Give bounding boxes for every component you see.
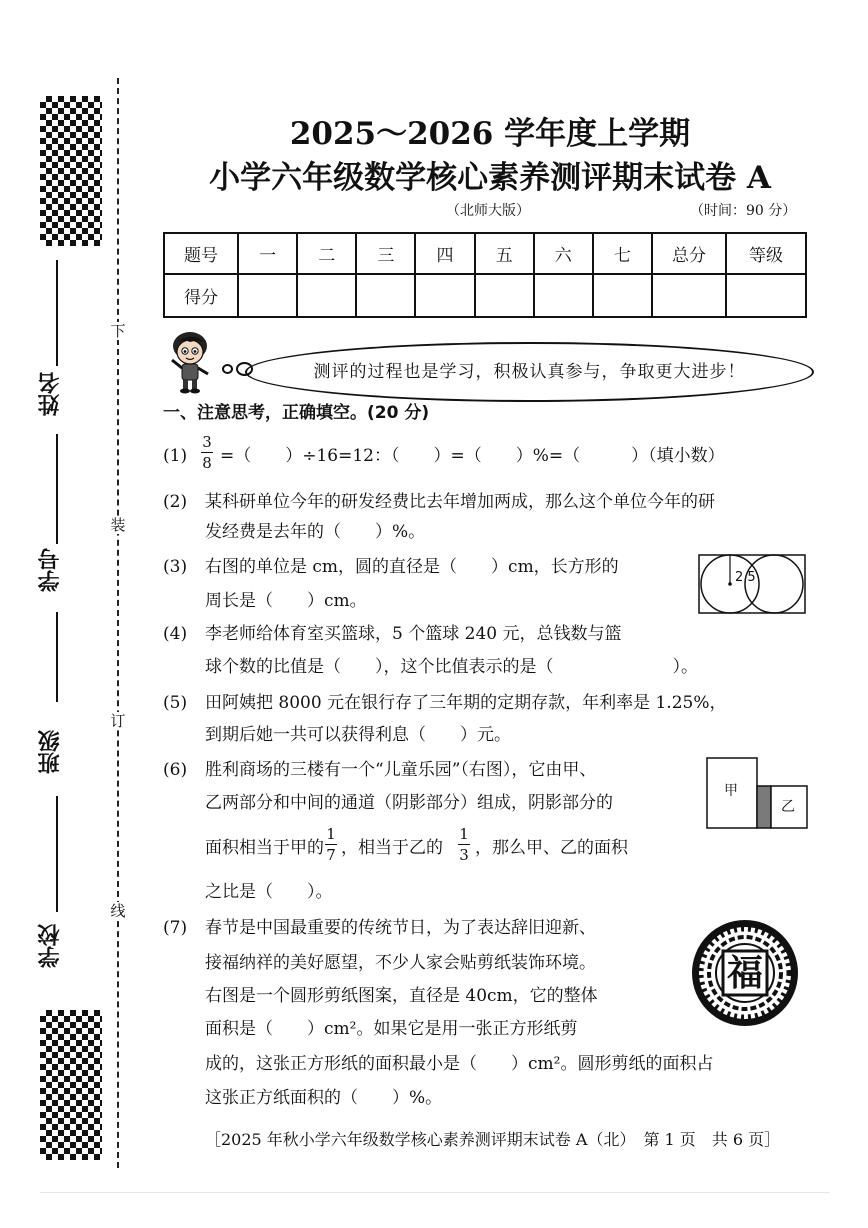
binding-dashed-line <box>117 78 119 1168</box>
cut-mark-4: 线 <box>110 902 126 920</box>
score-input-grade[interactable] <box>726 274 806 317</box>
cell-part-6: 六 <box>534 233 593 274</box>
score-input-7[interactable] <box>593 274 652 317</box>
name-blank-line <box>56 260 58 366</box>
q6-fraction1-numerator: 1 <box>326 825 336 843</box>
score-input-5[interactable] <box>475 274 534 317</box>
q6-line1: 胜利商场的三楼有一个“儿童乐园”（右图），它由甲、 <box>205 760 597 780</box>
q6-line4: 之比是（ ）。 <box>205 882 333 902</box>
page-footer: ［2025 年秋小学六年级数学核心素养测评期末试卷 A（北） 第 1 页 共 6 页］ <box>205 1130 781 1149</box>
score-input-3[interactable] <box>356 274 415 317</box>
name-id-divider <box>56 434 58 544</box>
score-table <box>163 232 807 318</box>
q2-line1: 某科研单位今年的研发经费比去年增加两成，那么这个单位今年的研 <box>205 492 715 512</box>
q7-number: (7) <box>163 918 188 938</box>
q2-number: (2) <box>163 492 188 512</box>
score-input-4[interactable] <box>415 274 474 317</box>
checker-pattern-bottom <box>40 1010 102 1160</box>
cell-part-4: 四 <box>415 233 474 274</box>
q2-line2: 发经费是去年的（ ）%。 <box>205 522 426 542</box>
q1-fraction-numerator: 3 <box>202 433 212 451</box>
score-input-2[interactable] <box>297 274 356 317</box>
thought-bubble-dot-small <box>222 364 233 374</box>
motto-bubble: 测评的过程也是学习，积极认真参与，争取更大进步！ <box>245 342 814 402</box>
q6-figure-label-yi: 乙 <box>781 799 795 815</box>
cut-mark-2: 装 <box>110 516 126 534</box>
time-label: （时间：90 分） <box>690 203 797 219</box>
q6-fraction1-bar <box>325 844 337 845</box>
q3-radius-label: 2.5 <box>735 570 756 585</box>
cell-score-label: 得分 <box>164 274 238 317</box>
cell-question-number: 题号 <box>164 233 238 274</box>
q1-text: =（ ）÷16=12：（ ）=（ ）%=（ ）（填小数） <box>220 446 725 466</box>
cell-grade: 等级 <box>726 233 806 274</box>
score-input-1[interactable] <box>238 274 297 317</box>
q6-fraction2-numerator: 1 <box>459 825 469 843</box>
exam-title-line2: 小学六年级数学核心素养测评期末试卷 A <box>209 160 771 196</box>
score-input-6[interactable] <box>534 274 593 317</box>
score-table-score-row <box>164 274 806 317</box>
q4-number: (4) <box>163 624 188 644</box>
class-blank-line <box>56 796 58 912</box>
id-blank-line <box>56 612 58 702</box>
q6-line3-part1: 面积相当于甲的 <box>205 838 324 858</box>
q6-number: (6) <box>163 760 188 780</box>
q3-line2: 周长是（ ）cm。 <box>205 591 367 611</box>
q6-figure-label-jia: 甲 <box>724 783 738 799</box>
section-1-heading: 一、注意思考，正确填空。(20 分) <box>163 403 430 423</box>
q6-fraction1-denominator: 7 <box>326 846 336 864</box>
cell-part-5: 五 <box>475 233 534 274</box>
cell-part-3: 三 <box>356 233 415 274</box>
q4-line1: 李老师给体育室买篮球，5 个篮球 240 元，总钱数与篮 <box>205 624 622 644</box>
mascot-illustration <box>160 330 222 394</box>
cell-total: 总分 <box>652 233 726 274</box>
class-label: 班级 <box>38 730 63 774</box>
name-label: 姓名 <box>38 372 63 416</box>
q6-line2: 乙两部分和中间的通道（阴影部分）组成，阴影部分的 <box>205 793 613 813</box>
q5-line2: 到期后她一共可以获得利息（ ）元。 <box>205 725 511 745</box>
q6-fraction2-bar <box>458 844 470 845</box>
score-input-total[interactable] <box>652 274 726 317</box>
q7-line3: 右图是一个圆形剪纸图案，直径是 40cm，它的整体 <box>205 986 598 1006</box>
exam-title-line1: 2025～2026 学年度上学期 <box>289 116 691 152</box>
q6-line3-part3: ，那么甲、乙的面积 <box>475 838 628 858</box>
q4-line2: 球个数的比值是（ ），这个比值表示的是（ ）。 <box>205 657 698 677</box>
q1-fraction-bar <box>201 452 213 453</box>
q3-number: (3) <box>163 557 188 577</box>
student-id-label: 学号 <box>38 548 63 592</box>
q5-number: (5) <box>163 693 188 713</box>
edition-label: （北师大版） <box>446 203 530 219</box>
q6-playground-figure <box>706 757 808 829</box>
bottom-rule <box>40 1192 830 1193</box>
q7-fu-character: 福 <box>726 952 763 994</box>
cut-mark-1: 下 <box>110 322 126 340</box>
score-table-header-row <box>164 233 806 274</box>
q7-line1: 春节是中国最重要的传统节日，为了表达辞旧迎新、 <box>205 918 596 938</box>
q5-line1: 田阿姨把 8000 元在银行存了三年期的定期存款，年利率是 1.25%， <box>205 693 727 713</box>
q7-line5: 成的，这张正方形纸的面积最小是（ ）cm²。圆形剪纸的面积占 <box>205 1054 714 1074</box>
checker-pattern-top <box>40 96 102 246</box>
q6-line3-part2: ，相当于乙的 <box>341 838 443 858</box>
school-label: 学校 <box>38 924 63 968</box>
q7-line2: 接福纳祥的美好愿望，不少人家会贴剪纸装饰环境。 <box>205 953 596 973</box>
q6-fraction2-denominator: 3 <box>459 846 469 864</box>
q1-number: (1) <box>163 446 188 466</box>
q1-fraction-denominator: 8 <box>202 454 212 472</box>
cell-part-1: 一 <box>238 233 297 274</box>
cut-mark-3: 订 <box>110 712 126 730</box>
q7-line4: 面积是（ ）cm²。如果它是用一张正方形纸剪 <box>205 1019 578 1039</box>
cell-part-2: 二 <box>297 233 356 274</box>
cell-part-7: 七 <box>593 233 652 274</box>
q7-line6: 这张正方纸面积的（ ）%。 <box>205 1088 443 1108</box>
q3-line1: 右图的单位是 cm，圆的直径是（ ）cm，长方形的 <box>205 557 619 577</box>
